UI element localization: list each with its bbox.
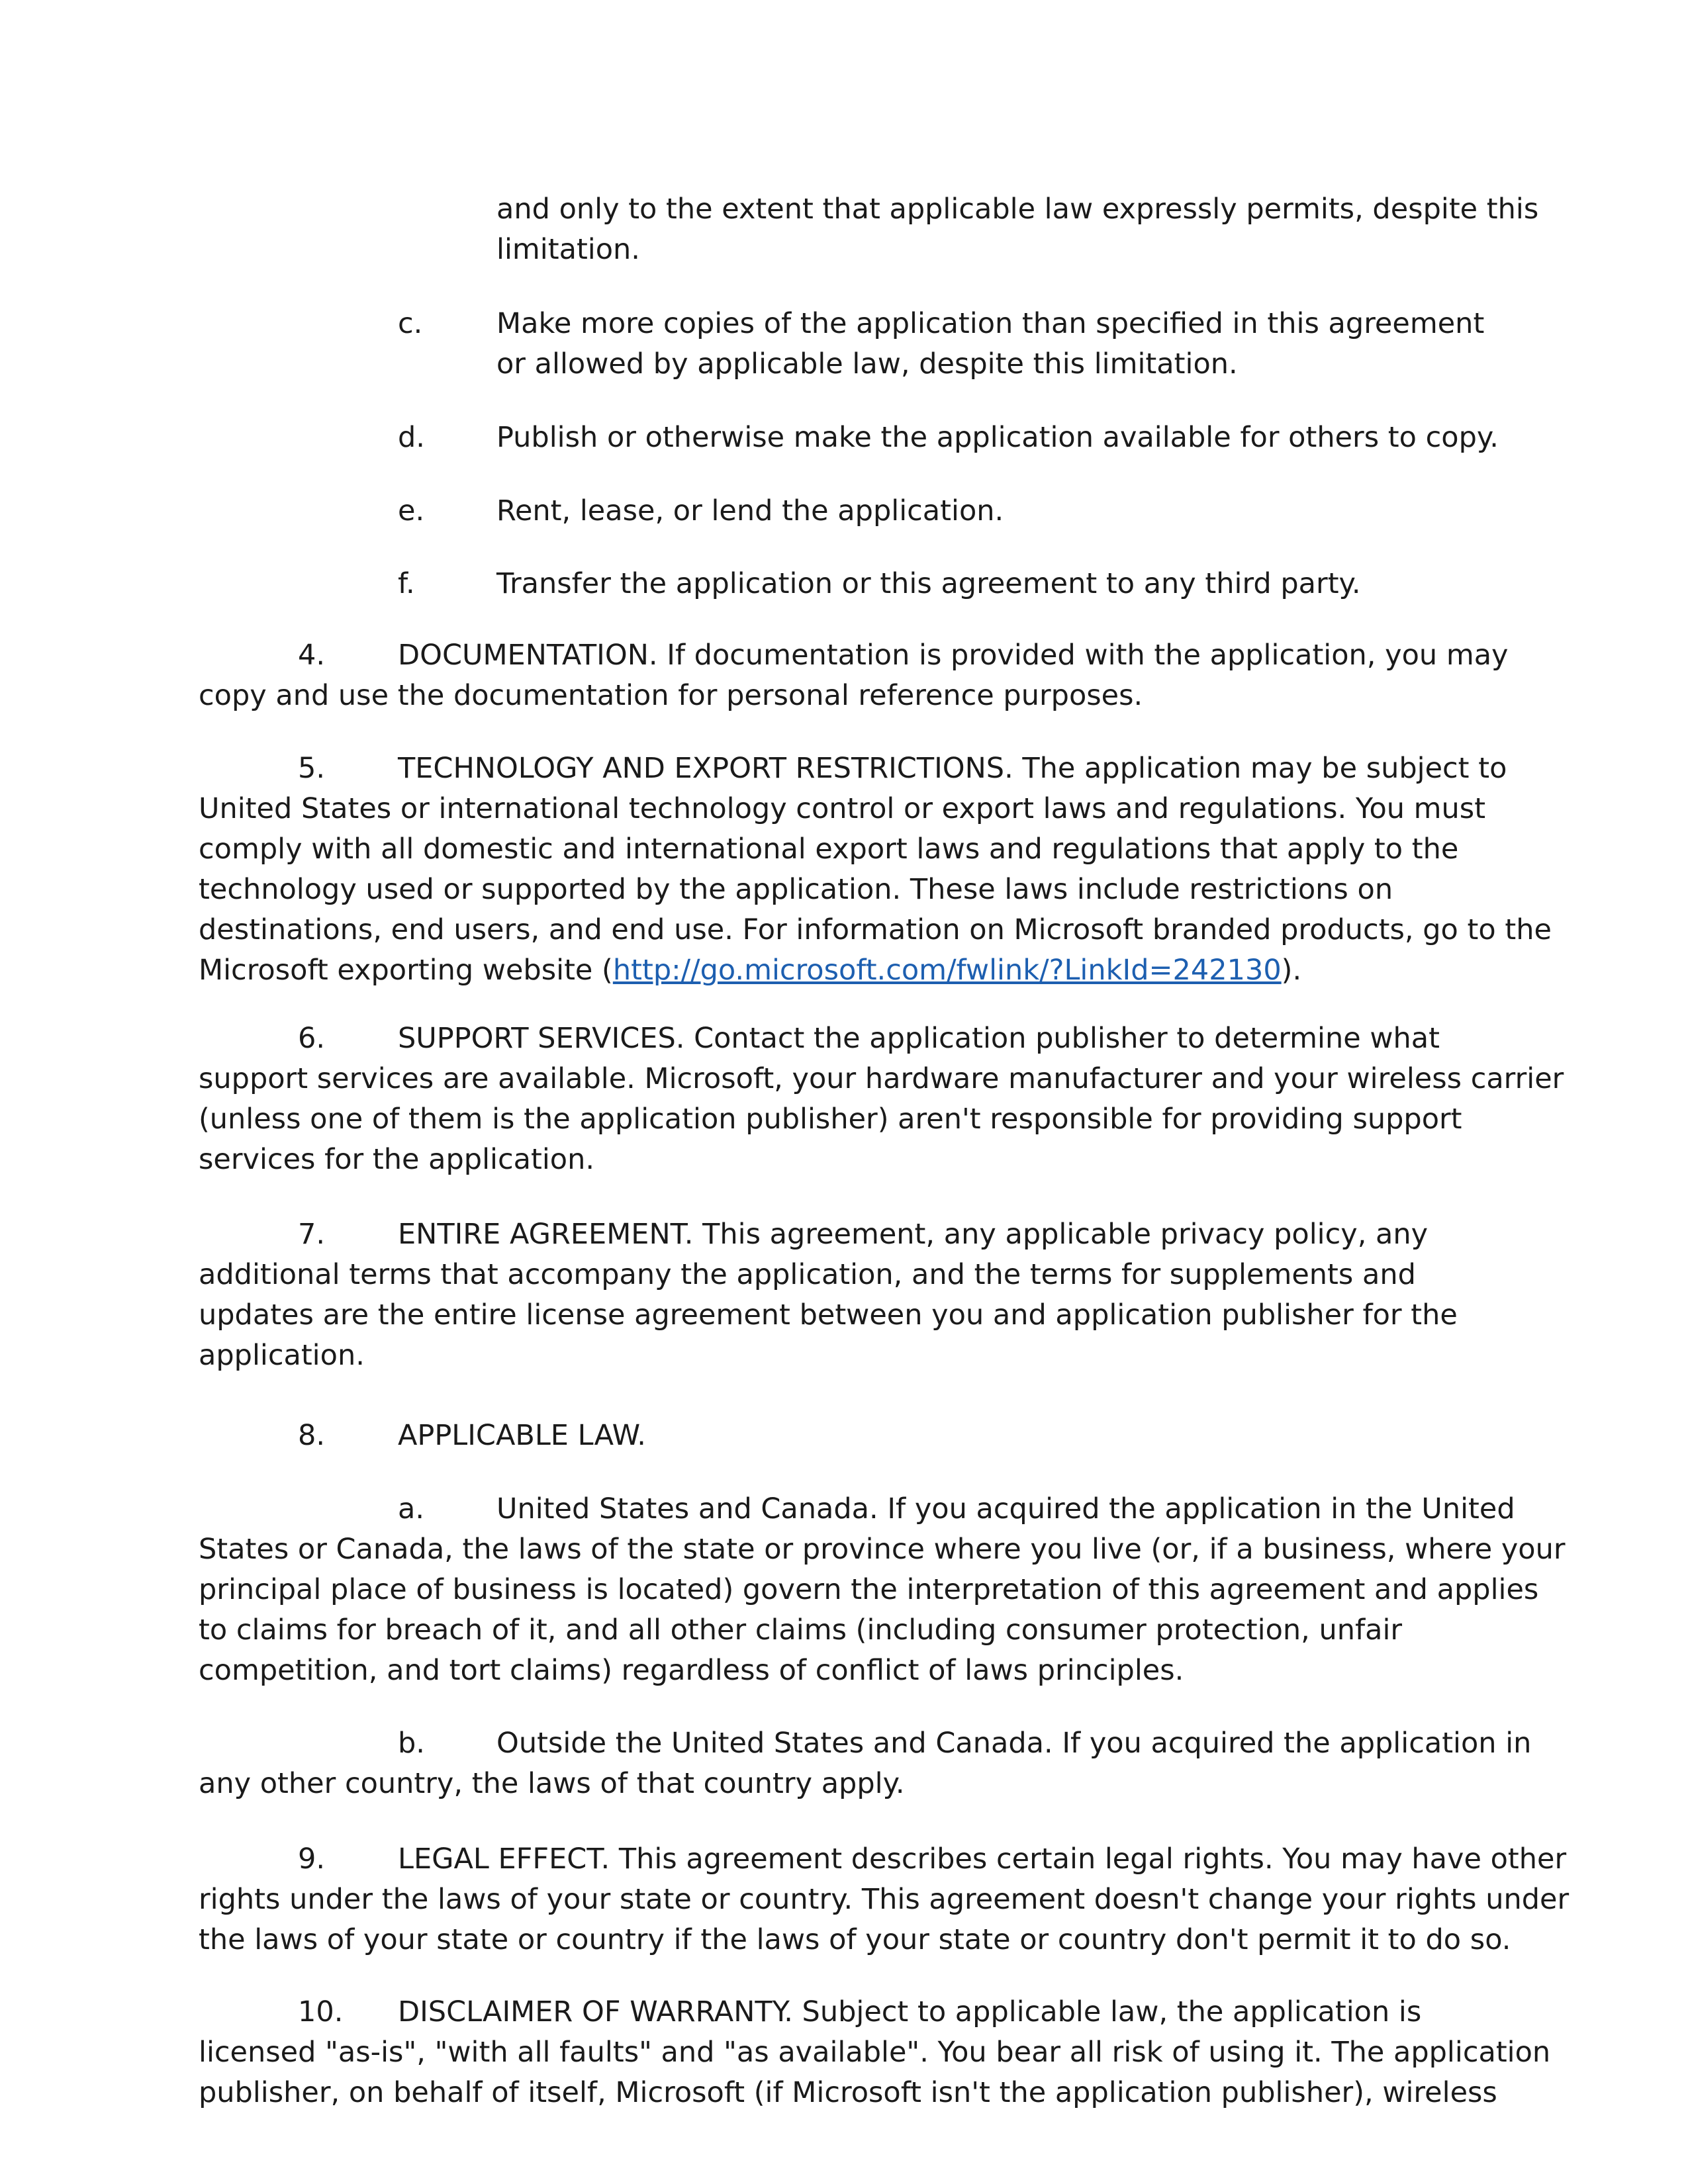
text-line: application. [199,1339,365,1372]
text-line: United States or international technology control or export laws and regulations. You must [199,792,1486,825]
text-line: licensed "as-is", "with all faults" and "as available". You bear all risk of using it. The application [199,2036,1551,2069]
text-line: Rent, lease, or lend the application. [496,494,1004,527]
text-line: or allowed by applicable law, despite this limitation. [496,347,1238,381]
list-label: d. [398,421,425,454]
text-line: the laws of your state or country if the laws of your state or country don't permit it to do so. [199,1923,1511,1956]
section-6-paragraph [199,1019,1564,1180]
section-4-paragraph [199,635,1509,716]
text-line: services for the application. [199,1143,594,1176]
export-website-link[interactable]: http://go.microsoft.com/fwlink/?LinkId=242130 [612,954,1282,987]
list-label: e. [398,494,425,527]
text-line: competition, and tort claims) regardless of conflict of laws principles. [199,1654,1184,1687]
text-line: technology used or supported by the application. These laws include restrictions on [199,873,1393,906]
text-line: TECHNOLOGY AND EXPORT RESTRICTIONS. The application may be subject to [398,752,1507,785]
text-line: destinations, end users, and end use. For information on Microsoft branded products, go to the [199,913,1552,946]
text-line: support services are available. Microsoft, your hardware manufacturer and your wireless carrier [199,1062,1564,1095]
list-label: a. [398,1492,425,1525]
text-line: any other country, the laws of that country apply. [199,1767,905,1800]
text-line: rights under the laws of your state or country. This agreement doesn't change your rights under [199,1883,1570,1916]
text-line-with-link [199,950,1552,991]
text-line: SUPPORT SERVICES. Contact the application publisher to determine what [398,1022,1440,1055]
section-7-paragraph [199,1214,1458,1376]
text-fragment: Microsoft exporting website ( [199,954,613,987]
section-8-heading [398,1416,646,1456]
section-number: 4. [298,639,326,672]
text-line: copy and use the documentation for personal reference purposes. [199,679,1143,712]
text-line: (unless one of them is the application publisher) aren't responsible for providing support [199,1103,1462,1136]
section-8a-paragraph [199,1489,1566,1691]
text-line: comply with all domestic and international export laws and regulations that apply to the [199,833,1459,866]
section-number: 10. [298,1995,344,2028]
text-line: ENTIRE AGREEMENT. This agreement, any applicable privacy policy, any [398,1218,1429,1251]
text-line: DISCLAIMER OF WARRANTY. Subject to applicable law, the application is [398,1995,1422,2028]
list-item-f [496,564,1361,604]
text-line: updates are the entire license agreement between you and application publisher for the [199,1298,1458,1332]
text-line: LEGAL EFFECT. This agreement describes certain legal rights. You may have other [398,1843,1567,1876]
text-line: Transfer the application or this agreement to any third party. [496,567,1361,600]
section-8b-paragraph [199,1723,1531,1804]
text-line: States or Canada, the laws of the state or province where you live (or, if a business, where your [199,1533,1566,1566]
section-number: 5. [298,752,326,785]
continuation-paragraph [496,189,1538,270]
list-label: f. [398,567,415,600]
list-label: c. [398,307,423,340]
text-line: principal place of business is located) govern the interpretation of this agreement and applies [199,1573,1539,1606]
section-number: 6. [298,1022,326,1055]
text-line: APPLICABLE LAW. [398,1419,646,1452]
section-9-paragraph [199,1839,1569,1960]
text-fragment: ). [1281,954,1302,987]
text-line: Outside the United States and Canada. If you acquired the application in [496,1727,1532,1760]
section-number: 9. [298,1843,326,1876]
text-line: to claims for breach of it, and all other claims (including consumer protection, unfair [199,1614,1403,1647]
list-item-d [496,418,1499,458]
section-number: 7. [298,1218,326,1251]
text-line: limitation. [496,233,640,266]
section-number: 8. [298,1419,326,1452]
section-10-paragraph [199,1992,1550,2113]
list-item-c [496,304,1484,385]
text-line: and only to the extent that applicable law expressly permits, despite this [496,193,1539,226]
text-line: publisher, on behalf of itself, Microsoft (if Microsoft isn't the application publisher), wireless [199,2076,1497,2109]
text-line: Make more copies of the application than specified in this agreement [496,307,1485,340]
text-line: United States and Canada. If you acquired the application in the United [496,1492,1515,1525]
text-line: additional terms that accompany the application, and the terms for supplements and [199,1258,1416,1291]
text-line: Publish or otherwise make the application available for others to copy. [496,421,1499,454]
list-item-e [496,491,1004,531]
section-5-paragraph [199,749,1552,991]
text-line: DOCUMENTATION. If documentation is provided with the application, you may [398,639,1509,672]
list-label: b. [398,1727,425,1760]
